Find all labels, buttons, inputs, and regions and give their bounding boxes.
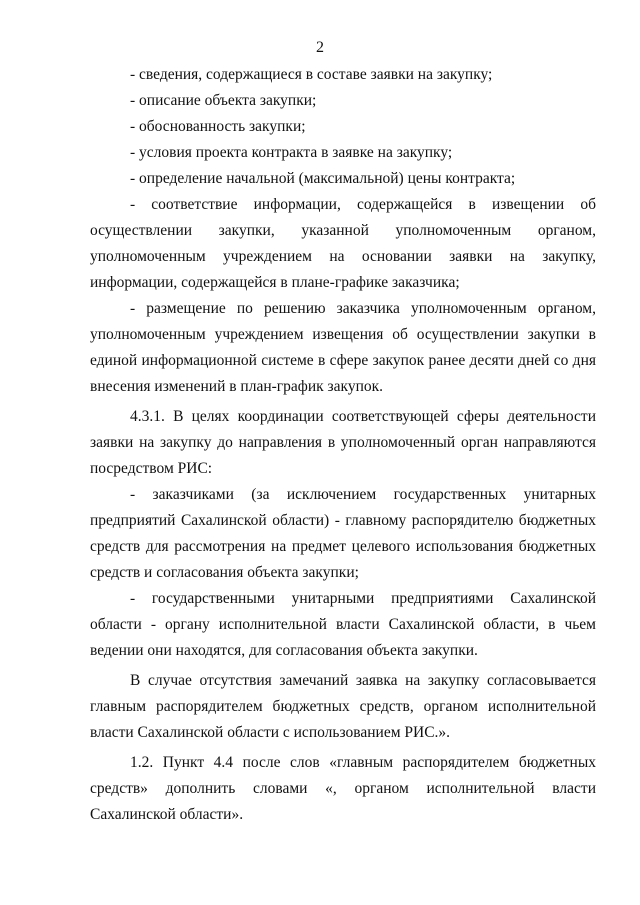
paragraph-list-item: - условия проекта контракта в заявке на закупку;: [130, 144, 453, 161]
paragraph-list-item: - обоснованность закупки;: [130, 118, 306, 135]
paragraph-clause-4-3-1: 4.3.1. В целях координации соответствующей сферы деятельности заявки на закупку до направления в уполномоченный орган направляются посредством РИС:: [90, 408, 596, 477]
paragraph-list-item: - сведения, содержащиеся в составе заявки на закупку;: [130, 66, 493, 83]
paragraph-clause-1-2: 1.2. Пункт 4.4 после слов «главным распорядителем бюджетных средств» дополнить словами «, органом исполнительной власти Сахалинской области».: [90, 754, 596, 823]
paragraph-list-item: - описание объекта закупки;: [130, 92, 317, 109]
paragraph-list-item: - заказчиками (за исключением государственных унитарных предприятий Сахалинской области) - главному распорядителю бюджетных средств для рассмотрения на предмет целевого использования бюджетных средств и согласования объекта закупки;: [90, 486, 596, 581]
document-body: [90, 62, 596, 828]
paragraph-list-item: - государственными унитарными предприятиями Сахалинской области - органу исполнительной власти Сахалинской области, в чьем ведении они находятся, для согласования объекта закупки.: [90, 590, 596, 659]
paragraph-list-item: - размещение по решению заказчика уполномоченным органом, уполномоченным учреждением извещения об осуществлении закупки в единой информационной системе в сфере закупок ранее десяти дней со дня внесения изменений в план-график закупок.: [90, 300, 596, 395]
paragraph-list-item: - определение начальной (максимальной) цены контракта;: [130, 170, 516, 187]
page-number: 2: [316, 39, 324, 56]
paragraph-list-item: - соответствие информации, содержащейся в извещении об осуществлении закупки, указанной уполномоченным органом, уполномоченным учреждением на основании заявки на закупку, информации, содержащейся в плане-графике заказчика;: [90, 196, 596, 291]
paragraph-approval: В случае отсутствия замечаний заявка на закупку согласовывается главным распорядителем бюджетных средств, органом исполнительной власти Сахалинской области с использованием РИС.».: [90, 672, 596, 741]
